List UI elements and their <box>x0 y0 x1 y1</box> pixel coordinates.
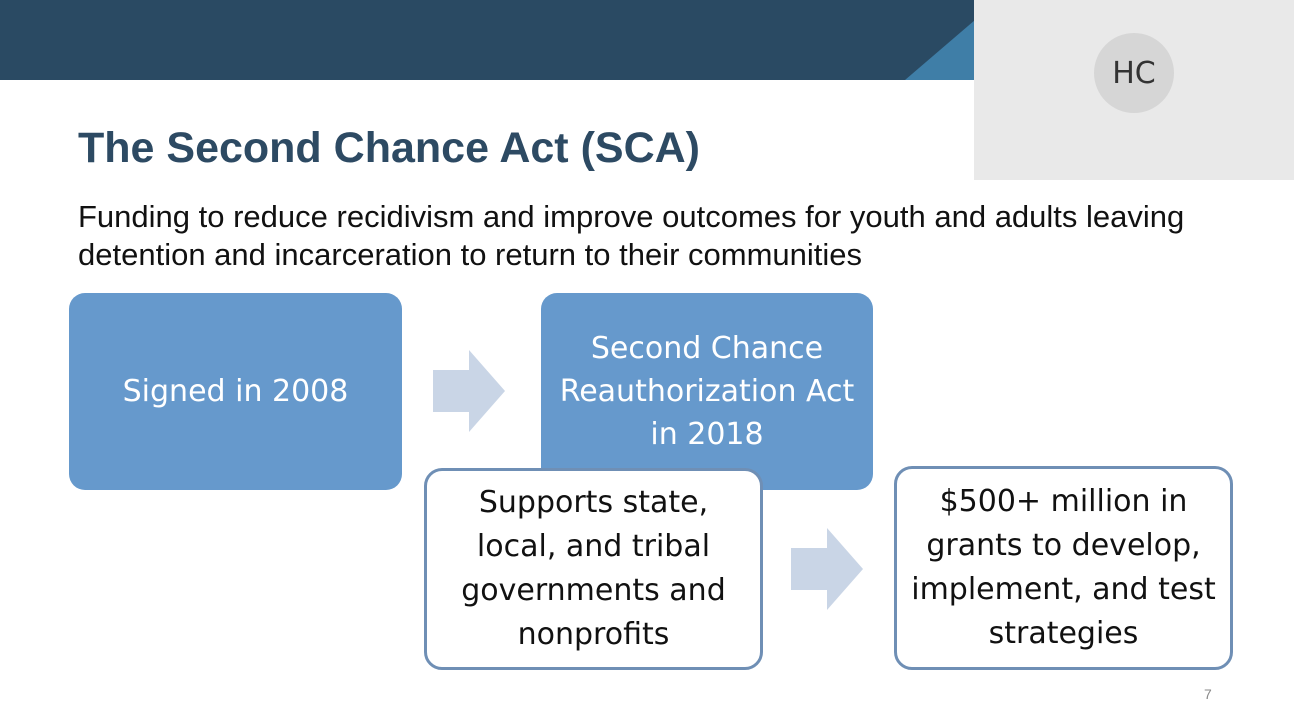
reauthorization-2018-text: Second Chance Reauthorization Act in 2018 <box>559 331 855 452</box>
supports-governments-text: Supports state, local, and tribal governments and nonprofits <box>461 485 726 652</box>
reauthorization-2018-box <box>541 293 873 490</box>
grants-box <box>894 466 1233 670</box>
arrow-right-icon <box>433 350 505 432</box>
supports-governments-box <box>424 468 763 670</box>
signed-2008-box <box>69 293 402 490</box>
participant-avatar: HC <box>1094 33 1174 113</box>
grants-text: $500+ million in grants to develop, implement, and test strategies <box>911 484 1216 651</box>
signed-2008-text: Signed in 2008 <box>122 374 349 409</box>
arrow-right-icon <box>791 528 863 610</box>
slide-subtitle: Funding to reduce recidivism and improve outcomes for youth and adults leaving detention and incarceration to return to their communities <box>78 199 1185 272</box>
page-number: 7 <box>1204 686 1212 702</box>
slide-title: The Second Chance Act (SCA) <box>78 124 700 172</box>
